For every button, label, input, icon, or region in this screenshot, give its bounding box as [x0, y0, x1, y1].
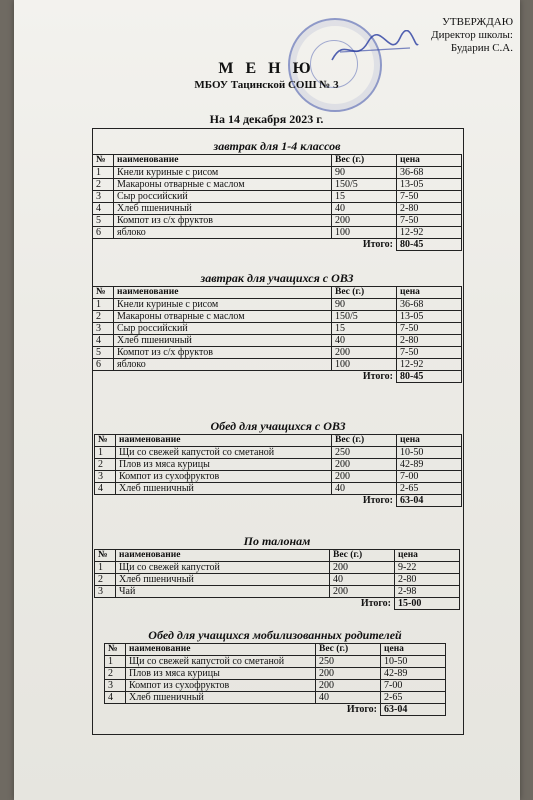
- dish-weight: 15: [332, 191, 397, 203]
- dish-weight: 90: [332, 299, 397, 311]
- total-label: Итого:: [346, 704, 377, 716]
- dish-name: яблоко: [114, 359, 332, 371]
- dish-name: Хлеб пшеничный: [114, 203, 332, 215]
- column-header-price: цена: [397, 287, 462, 299]
- table-row: [93, 215, 462, 227]
- row-number: 4: [95, 483, 116, 495]
- dish-name: Кнели куриные с рисом: [114, 167, 332, 179]
- dish-name: Компот из с/х фруктов: [114, 347, 332, 359]
- dish-name: Кнели куриные с рисом: [114, 299, 332, 311]
- dish-price: 2-98: [395, 586, 460, 598]
- total-label: Итого:: [362, 371, 393, 383]
- dish-name: Хлеб пшеничный: [116, 483, 332, 495]
- dish-price: 10-50: [397, 447, 462, 459]
- dish-price: 2-80: [397, 335, 462, 347]
- dish-weight: 200: [332, 459, 397, 471]
- dish-name: Сыр российский: [114, 191, 332, 203]
- menu-table: [92, 286, 462, 383]
- dish-price: 42-89: [397, 459, 462, 471]
- table-header-row: [105, 644, 446, 656]
- table-row: [105, 668, 446, 680]
- dish-price: 10-50: [381, 656, 446, 668]
- table-row: [93, 227, 462, 239]
- row-number: 4: [105, 692, 126, 704]
- total-label: Итого:: [362, 239, 393, 251]
- dish-price: 42-89: [381, 668, 446, 680]
- menu-section: [92, 138, 462, 251]
- dish-weight: 40: [332, 483, 397, 495]
- total-value: 80-45: [397, 371, 462, 383]
- total-label: Итого:: [362, 495, 393, 507]
- table-row: [93, 311, 462, 323]
- dish-name: Хлеб пшеничный: [126, 692, 316, 704]
- table-row: [105, 656, 446, 668]
- total-label: Итого:: [360, 598, 391, 610]
- dish-price: 36-68: [397, 299, 462, 311]
- dish-weight: 200: [316, 680, 381, 692]
- table-row: [93, 335, 462, 347]
- dish-weight: 100: [332, 359, 397, 371]
- table-header-row: [93, 155, 462, 167]
- menu-table: [94, 549, 460, 610]
- table-row: [95, 459, 462, 471]
- row-number: 3: [93, 191, 114, 203]
- table-row: [95, 574, 460, 586]
- dish-price: 13-05: [397, 179, 462, 191]
- table-row: [93, 179, 462, 191]
- dish-price: 36-68: [397, 167, 462, 179]
- row-number: 2: [93, 311, 114, 323]
- column-header-price: цена: [395, 550, 460, 562]
- table-row: [93, 359, 462, 371]
- dish-weight: 40: [332, 203, 397, 215]
- total-value: 63-04: [381, 704, 446, 716]
- dish-name: Компот из с/х фруктов: [114, 215, 332, 227]
- total-value: 15-00: [395, 598, 460, 610]
- column-header-weight: Вес (г.): [332, 435, 397, 447]
- dish-price: 7-00: [397, 471, 462, 483]
- menu-table: [104, 643, 446, 716]
- row-number: 3: [95, 471, 116, 483]
- dish-weight: 250: [332, 447, 397, 459]
- dish-price: 7-50: [397, 191, 462, 203]
- row-number: 2: [95, 459, 116, 471]
- table-row: [95, 586, 460, 598]
- column-header-num: №: [105, 644, 126, 656]
- section-title: завтрак для 1-4 классов: [213, 139, 341, 153]
- dish-name: Чай: [116, 586, 330, 598]
- dish-price: 2-65: [381, 692, 446, 704]
- column-header-name: наименование: [114, 287, 332, 299]
- column-header-weight: Вес (г.): [332, 155, 397, 167]
- dish-price: 2-65: [397, 483, 462, 495]
- dish-name: Плов из мяса курицы: [116, 459, 332, 471]
- row-number: 6: [93, 359, 114, 371]
- column-header-name: наименование: [116, 435, 332, 447]
- row-number: 1: [93, 299, 114, 311]
- table-row: [93, 347, 462, 359]
- row-number: 6: [93, 227, 114, 239]
- column-header-price: цена: [381, 644, 446, 656]
- total-row: [93, 371, 462, 383]
- column-header-price: цена: [397, 435, 462, 447]
- row-number: 3: [95, 586, 116, 598]
- table-row: [93, 191, 462, 203]
- dish-price: 7-00: [381, 680, 446, 692]
- row-number: 1: [93, 167, 114, 179]
- dish-price: 12-92: [397, 227, 462, 239]
- row-number: 1: [95, 562, 116, 574]
- section-title: завтрак для учащихся с ОВЗ: [200, 271, 354, 285]
- dish-weight: 200: [330, 586, 395, 598]
- dish-name: Компот из сухофруктов: [116, 471, 332, 483]
- column-header-weight: Вес (г.): [330, 550, 395, 562]
- dish-name: Компот из сухофруктов: [126, 680, 316, 692]
- dish-name: Сыр российский: [114, 323, 332, 335]
- row-number: 3: [105, 680, 126, 692]
- row-number: 2: [105, 668, 126, 680]
- dish-weight: 40: [332, 335, 397, 347]
- dish-name: Хлеб пшеничный: [114, 335, 332, 347]
- dish-price: 2-80: [395, 574, 460, 586]
- column-header-weight: Вес (г.): [332, 287, 397, 299]
- column-header-name: наименование: [126, 644, 316, 656]
- dish-weight: 200: [330, 562, 395, 574]
- dish-weight: 15: [332, 323, 397, 335]
- approval-line-2: Директор школы:: [431, 29, 513, 41]
- approval-line-1: УТВЕРЖДАЮ: [442, 16, 513, 28]
- total-row: [105, 704, 446, 716]
- section-title: Обед для учащихся с ОВЗ: [210, 419, 346, 433]
- dish-name: Плов из мяса курицы: [126, 668, 316, 680]
- dish-name: Щи со свежей капустой со сметаной: [126, 656, 316, 668]
- table-row: [95, 483, 462, 495]
- menu-section: [104, 627, 446, 716]
- column-header-num: №: [93, 287, 114, 299]
- menu-section: [94, 418, 462, 507]
- menu-table: [92, 154, 462, 251]
- total-row: [95, 495, 462, 507]
- dish-weight: 200: [332, 347, 397, 359]
- dish-price: 2-80: [397, 203, 462, 215]
- dish-price: 7-50: [397, 323, 462, 335]
- table-header-row: [95, 550, 460, 562]
- dish-name: Щи со свежей капустой со сметаной: [116, 447, 332, 459]
- page-title: М Е Н Ю: [218, 60, 315, 77]
- table-header-row: [95, 435, 462, 447]
- approval-block: [431, 16, 513, 55]
- section-title: Обед для учащихся мобилизованных родителей: [148, 628, 402, 642]
- table-row: [93, 323, 462, 335]
- dish-weight: 200: [332, 471, 397, 483]
- total-row: [93, 239, 462, 251]
- row-number: 1: [95, 447, 116, 459]
- table-row: [105, 680, 446, 692]
- table-row: [93, 299, 462, 311]
- row-number: 4: [93, 335, 114, 347]
- menu-table: [94, 434, 462, 507]
- dish-name: Хлеб пшеничный: [116, 574, 330, 586]
- approval-line-3: Бударин С.А.: [450, 42, 513, 54]
- row-number: 5: [93, 347, 114, 359]
- dish-name: Щи со свежей капустой: [116, 562, 330, 574]
- row-number: 2: [93, 179, 114, 191]
- section-title: По талонам: [243, 534, 311, 548]
- total-row: [95, 598, 460, 610]
- total-value: 80-45: [397, 239, 462, 251]
- dish-weight: 90: [332, 167, 397, 179]
- column-header-num: №: [95, 550, 116, 562]
- row-number: 1: [105, 656, 126, 668]
- dish-weight: 40: [316, 692, 381, 704]
- dish-weight: 150/5: [332, 179, 397, 191]
- table-row: [93, 167, 462, 179]
- row-number: 4: [93, 203, 114, 215]
- dish-price: 13-05: [397, 311, 462, 323]
- dish-name: Макароны отварные с маслом: [114, 311, 332, 323]
- column-header-price: цена: [397, 155, 462, 167]
- dish-weight: 150/5: [332, 311, 397, 323]
- column-header-num: №: [93, 155, 114, 167]
- column-header-name: наименование: [114, 155, 332, 167]
- column-header-name: наименование: [116, 550, 330, 562]
- table-row: [105, 692, 446, 704]
- dish-weight: 250: [316, 656, 381, 668]
- table-row: [95, 562, 460, 574]
- table-header-row: [93, 287, 462, 299]
- menu-section: [92, 270, 462, 383]
- column-header-weight: Вес (г.): [316, 644, 381, 656]
- dish-name: яблоко: [114, 227, 332, 239]
- table-row: [93, 203, 462, 215]
- dish-price: 9-22: [395, 562, 460, 574]
- menu-section: [94, 533, 460, 610]
- school-name: МБОУ Тацинской СОШ № 3: [194, 79, 339, 91]
- menu-date: На 14 декабря 2023 г.: [209, 112, 324, 126]
- row-number: 3: [93, 323, 114, 335]
- dish-weight: 200: [316, 668, 381, 680]
- dish-weight: 40: [330, 574, 395, 586]
- dish-weight: 200: [332, 215, 397, 227]
- row-number: 5: [93, 215, 114, 227]
- row-number: 2: [95, 574, 116, 586]
- dish-weight: 100: [332, 227, 397, 239]
- total-value: 63-04: [397, 495, 462, 507]
- column-header-num: №: [95, 435, 116, 447]
- dish-price: 7-50: [397, 347, 462, 359]
- table-row: [95, 471, 462, 483]
- dish-name: Макароны отварные с маслом: [114, 179, 332, 191]
- dish-price: 12-92: [397, 359, 462, 371]
- dish-price: 7-50: [397, 215, 462, 227]
- table-row: [95, 447, 462, 459]
